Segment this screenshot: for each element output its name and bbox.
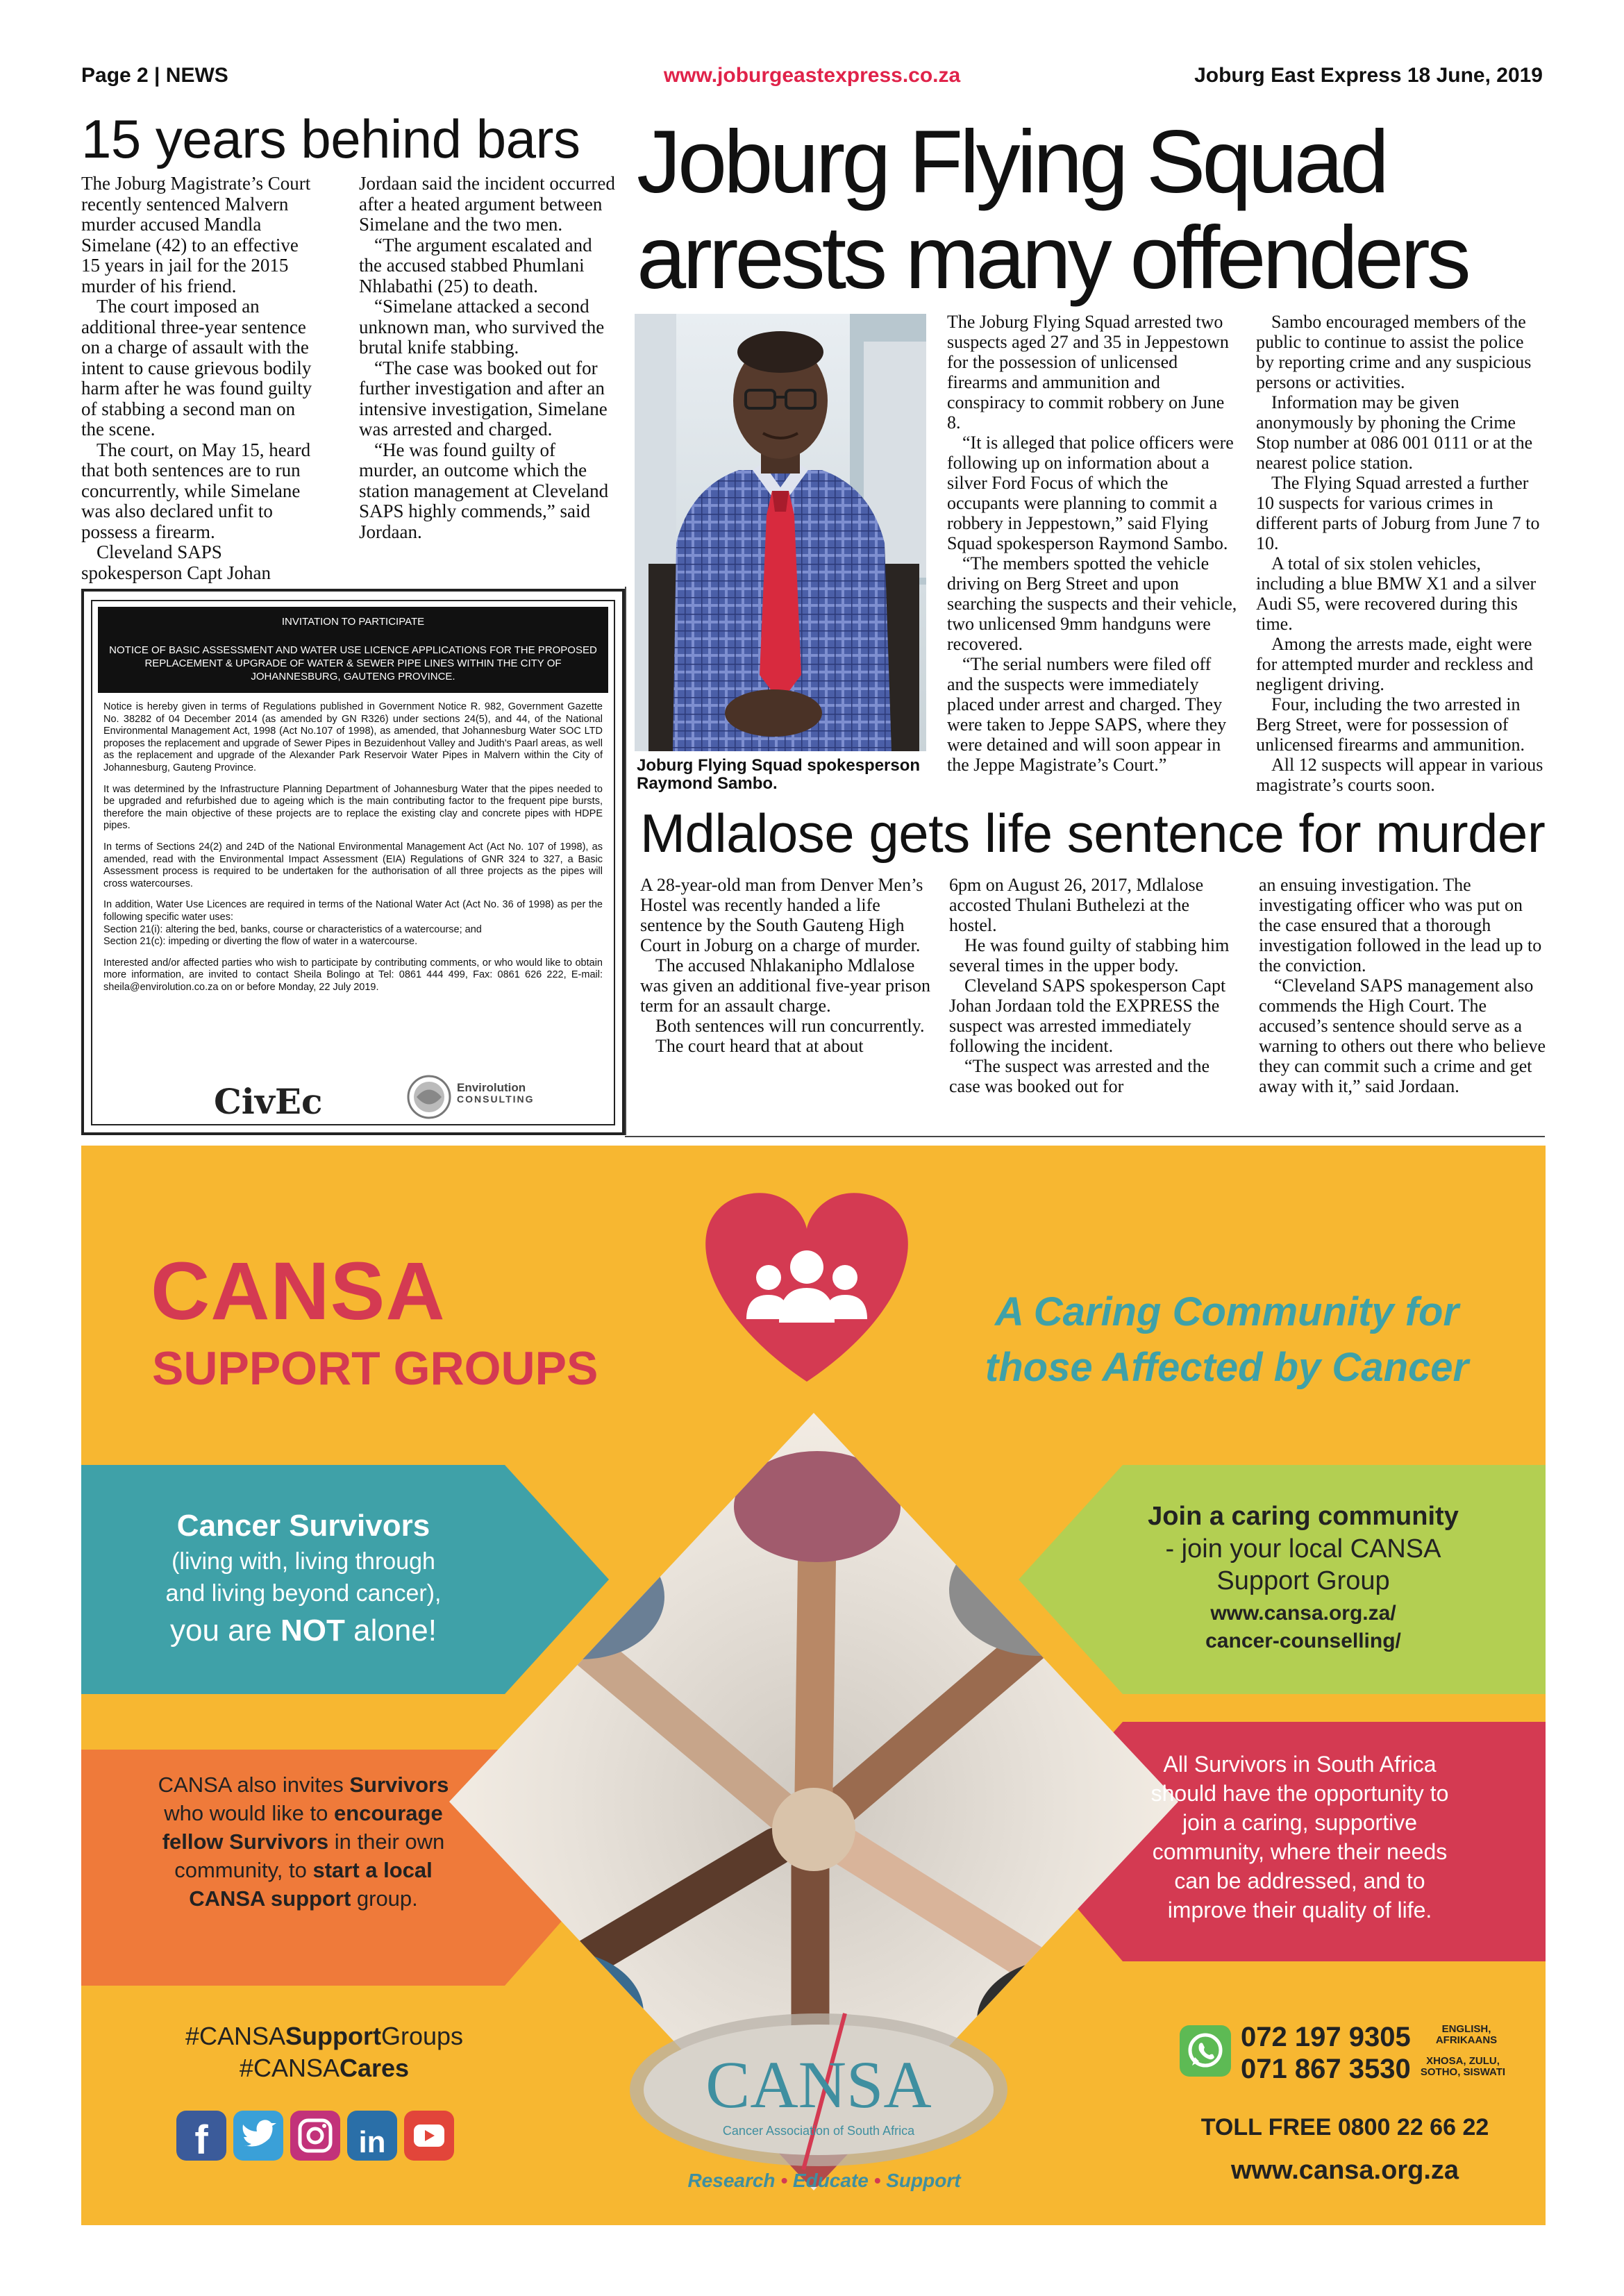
page-header	[81, 64, 1543, 99]
cansa-website[interactable]: www.cansa.org.za	[1230, 2156, 1459, 2185]
section-divider	[625, 1136, 1545, 1137]
cansa-advert	[81, 1146, 1546, 2225]
cansa-logo-text: CANSA	[705, 2047, 932, 2122]
language-line: XHOSA, ZULU,	[1426, 2055, 1500, 2067]
tagline-word: Educate	[792, 2170, 869, 2191]
paragraph: The Joburg Magistrate’s Court recently sentenced Malvern murder accused Mandla Simelane (42) to an effective 15 years in jail for the 2015 murder of his friend.	[81, 173, 311, 296]
facebook-icon[interactable]	[176, 2111, 226, 2163]
phone-languages	[1414, 2024, 1518, 2046]
invites-panel	[144, 1770, 463, 1913]
phone-number[interactable]: 071 867 3530	[1241, 2054, 1411, 2084]
article2-headline	[637, 112, 1546, 308]
tagline-word: Research	[687, 2170, 776, 2191]
paragraph: All 12 suspects will appear in various magistrate’s courts soon.	[1256, 755, 1543, 795]
svg-text:in: in	[358, 2125, 386, 2159]
emphasis: NOT	[280, 1614, 345, 1648]
headline-line: arrests many offenders	[637, 208, 1468, 308]
separator: •	[780, 2170, 788, 2191]
emphasis: start a local	[312, 1858, 433, 1882]
text: Groups	[380, 2022, 464, 2050]
paragraph: The court heard that at about	[655, 1036, 864, 1056]
paragraph: “Simelane attacked a second unknown man, who survived the brutal knife stabbing.	[359, 296, 605, 358]
notice-body	[92, 693, 614, 994]
notice-invitation: INVITATION TO PARTICIPATE	[281, 616, 425, 628]
paragraph: Cleveland SAPS spokesperson Capt Johan Jordaan told the EXPRESS the suspect was arrested immediately following the incident.	[949, 975, 1226, 1056]
tagline-word: Support	[886, 2170, 961, 2191]
paragraph: “The suspect was arrested and the case was booked out for	[949, 1056, 1210, 1096]
paragraph: The court, on May 15, heard that both sentences are to run concurrently, while Simelane was also declared unfit to possess a firearm.	[81, 439, 311, 542]
url-part[interactable]: www.cansa.org.za/	[1210, 1602, 1396, 1625]
article3-headline: Mdlalose gets life sentence for murder	[640, 803, 1546, 864]
text: in their own	[328, 1829, 445, 1854]
paragraph: Both sentences will run concurrently.	[655, 1016, 925, 1036]
cansa-subtitle: SUPPORT GROUPS	[152, 1342, 598, 1395]
text: CANSA also invites	[158, 1773, 350, 1797]
notice-paragraph: In addition, Water Use Licences are required in terms of the National Water Act (Act No. 36 of 1998) as per the following specific water uses:	[103, 899, 603, 923]
notice-paragraph: Notice is hereby given in terms of Regulations published in Government Notice R. 982, Government Gazette No. 38282 of 04 December 2014 (as amended by GN R326) under sections 24(5), and 44, of the National Environmental Management Act, 1998 (Act No.107 of 1998), as amended, that Johannesburg Water SOC LTD proposes the replacement and upgrade of Sewer Pipes in Bezuidenhout Valley and Judith's Paarl areas, as well as the replacement and upgrade of the Alexander Park Reservoir Water Pipes in Malvern within the City of Johannesburg, Gauteng Province.	[103, 701, 603, 773]
paragraph: Jordaan said the incident occurred after a heated argument between Simelane and the two men.	[359, 173, 615, 235]
emphasis: fellow Survivors	[162, 1829, 329, 1854]
envirolution-logo-icon	[401, 1074, 457, 1120]
cansa-tagline	[678, 2170, 970, 2192]
linkedin-icon[interactable]	[347, 2111, 397, 2161]
paragraph: Information may be given anonymously by phoning the Crime Stop number at 086 001 0111 or at the nearest police station.	[1256, 392, 1533, 473]
text: you are	[170, 1614, 281, 1648]
notice-paragraph: In terms of Sections 24(2) and 24D of the National Environmental Management Act (Act No. 107 of 1998), as amended, read with the Environmental Impact Assessment (EIA) Regulations of GNR 324 to 327, a Basic Assessment process is required to be undertaken for the authorisation of all three projects as the pipes will cross watercourses.	[103, 841, 603, 889]
emphasis: Cares	[339, 2054, 410, 2082]
paragraph: Among the arrests made, eight were for attempted murder and reckless and negligent driving.	[1256, 634, 1534, 694]
article3-column-1	[640, 875, 932, 1056]
language-line: ENGLISH,	[1441, 2023, 1491, 2035]
tagline-line: A Caring Community for	[994, 1289, 1459, 1334]
notice-frame	[91, 600, 615, 1125]
url-part[interactable]: cancer-counselling/	[1205, 1629, 1401, 1652]
cansa-logo-sub: Cancer Association of South Africa	[722, 2124, 915, 2138]
instagram-icon[interactable]	[290, 2111, 340, 2161]
notice-paragraph: Section 21(c): impeding or diverting the flow of water in a watercourse.	[103, 936, 418, 948]
column-divider	[625, 587, 626, 1135]
notice-paragraph: It was determined by the Infrastructure Planning Department of Johannesburg Water that the pipes needed to be upgraded and refurbished due to ageing which is the main contributing factor to the frequent pipe bursts, therefore the main objective of these projects are to replace the existing clay and concrete pipes with HDPE pipes.	[103, 783, 603, 832]
survivors-message	[123, 1609, 484, 1652]
counselling-link[interactable]	[1109, 1600, 1498, 1655]
text: who would like to	[164, 1801, 334, 1825]
enviro-name: Envirolution	[457, 1081, 526, 1094]
emphasis: CANSA support	[189, 1886, 351, 1911]
all-survivors-panel: All Survivors in South Africa should have the opportunity to join a caring, supportive community, where their needs can be addressed, and to improve their quality of life.	[1150, 1752, 1449, 1922]
civec-logo: CivEc	[214, 1081, 323, 1122]
survivors-sub: (living with, living through	[171, 1548, 435, 1575]
join-heading: Join a caring community	[1148, 1502, 1459, 1531]
hashtag	[165, 2020, 484, 2052]
paragraph: an ensuing investigation. The investigating officer who was put on the case ensured that a thorough investigation followed in the lead up to the conviction.	[1259, 875, 1542, 975]
paragraph: 6pm on August 26, 2017, Mdlalose accosted Thulani Buthelezi at the hostel.	[949, 875, 1204, 935]
emphasis: Support	[285, 2022, 381, 2050]
article2-column-2	[1256, 312, 1544, 795]
join-panel	[1109, 1500, 1498, 1655]
paragraph: A total of six stolen vehicles, including a blue BMW X1 and a silver Audi S5, were recovered during this time.	[1256, 553, 1537, 634]
paragraph: “Cleveland SAPS management also commends the High Court. The accused’s sentence should serve as a warning to others out there who believe they can commit such a crime and get away with it,” said Jordaan.	[1259, 975, 1546, 1096]
paragraph: He was found guilty of stabbing him several times in the upper body.	[949, 935, 1230, 975]
paragraph: Cleveland SAPS spokesperson Capt Johan	[81, 542, 271, 583]
notice-paragraph: Section 21(i): altering the bed, banks, course or characteristics of a watercourse; and	[103, 923, 482, 935]
paragraph: “It is alleged that police officers were following up on information about a silver Ford Focus of which the occupants were planning to commit a robbery in Jeppestown,” said Flying Squad spokesperson Raymond Sambo.	[947, 433, 1234, 553]
paragraph: “The serial numbers were filed off and the suspects were immediately placed under arrest and charged. They were taken to Jeppe SAPS, where they were detained and will soon appear in the Jeppe Magistrate’s Court.”	[947, 654, 1227, 775]
paragraph: “The case was booked out for further investigation and after an intensive investigation, Simelane was arrested and charged.	[359, 357, 608, 439]
article1-column-2	[359, 174, 616, 542]
paragraph: Sambo encouraged members of the public to continue to assist the police by reporting crime and any suspicious persons or activities.	[1256, 312, 1532, 392]
twitter-icon[interactable]	[233, 2111, 283, 2161]
article1-headline: 15 years behind bars	[81, 108, 580, 169]
spokesperson-photo	[635, 314, 926, 751]
page-section-label: Page 2 | NEWS	[81, 64, 228, 87]
text: group.	[351, 1886, 418, 1911]
article3-column-3	[1259, 875, 1547, 1096]
paragraph: “He was found guilty of murder, an outcome which the station management at Cleveland SAPS highly commends,” said Jordaan.	[359, 439, 609, 542]
site-url[interactable]: www.joburgeastexpress.co.za	[663, 64, 961, 87]
language-line: AFRIKAANS	[1435, 2034, 1498, 2046]
article3-column-2	[949, 875, 1237, 1096]
join-line: Support Group	[1216, 1566, 1390, 1595]
notice-logos	[92, 1069, 614, 1124]
text: #CANSA	[185, 2022, 285, 2050]
text: alone!	[344, 1614, 437, 1648]
survivors-panel	[123, 1507, 484, 1652]
paragraph: Four, including the two arrested in Berg Street, were for possession of unlicensed firearms and ammunition.	[1256, 694, 1525, 755]
toll-free-number[interactable]: TOLL FREE 0800 22 66 22	[1200, 2114, 1489, 2140]
text: #CANSA	[239, 2054, 340, 2082]
envirolution-logo-text	[457, 1082, 535, 1105]
paragraph: “The argument escalated and the accused stabbed Phumlani Nhlabathi (25) to death.	[359, 234, 592, 296]
photo-caption: Joburg Flying Squad spokesperson Raymond Sambo.	[637, 756, 921, 793]
hashtags	[165, 2020, 484, 2084]
paragraph: The court imposed an additional three-year sentence on a charge of assault with the intent to cause grievous bodily harm after he was found guilty of stabbing a second man on the scene.	[81, 296, 312, 439]
headline-line: Joburg Flying Squad	[637, 112, 1387, 212]
svg-text:f: f	[194, 2118, 208, 2163]
notice-heading	[98, 607, 608, 693]
phone-number[interactable]: 072 197 9305	[1241, 2022, 1411, 2052]
tagline-line: those Affected by Cancer	[985, 1345, 1469, 1390]
separator: •	[873, 2170, 881, 2191]
paragraph: The Flying Squad arrested a further 10 suspects for various crimes in different parts of Joburg from June 7 to 10.	[1256, 473, 1540, 553]
text: community, to	[174, 1858, 313, 1882]
join-line: - join your local CANSA	[1165, 1534, 1441, 1564]
public-notice	[81, 589, 625, 1135]
cansa-title: CANSA	[151, 1246, 446, 1337]
youtube-icon[interactable]	[404, 2111, 454, 2161]
emphasis: encourage	[333, 1801, 443, 1825]
issue-date: Joburg East Express 18 June, 2019	[1194, 64, 1543, 87]
enviro-sub: CONSULTING	[457, 1093, 535, 1105]
social-icons	[175, 2104, 467, 2166]
survivors-heading: Cancer Survivors	[176, 1509, 430, 1543]
paragraph: The accused Nhlakanipho Mdlalose was given an additional five-year prison term for an assault charge.	[640, 955, 931, 1016]
notice-title: NOTICE OF BASIC ASSESSMENT AND WATER USE LICENCE APPLICATIONS FOR THE PROPOSED REPLACEMENT & UPGRADE OF WATER & SEWER PIPE LINES WITHIN THE CITY OF JOHANNESBURG, GAUTENG PROVINCE.	[109, 644, 597, 682]
emphasis: Survivors	[349, 1773, 449, 1797]
article2-column-1	[947, 312, 1239, 775]
phone-languages	[1404, 2056, 1522, 2078]
paragraph: A 28-year-old man from Denver Men’s Hostel was recently handed a life sentence by the South Gauteng High Court in Joburg on a charge of murder.	[640, 875, 923, 955]
paragraph: “The members spotted the vehicle driving on Berg Street and upon searching the suspects and their vehicle, two unlicensed 9mm handguns were recovered.	[947, 553, 1237, 654]
language-line: SOTHO, SISWATI	[1420, 2066, 1506, 2078]
whatsapp-icon[interactable]	[1178, 2024, 1232, 2078]
caring-community-tagline	[984, 1284, 1470, 1396]
notice-paragraph: Interested and/or affected parties who wish to participate by contributing comments, or who would like to obtain more information, are invited to contact Sheila Bolingo at Tel: 0861 444 499, Fax: 0861 626 222, E-mail: sheila@envirolution.co.za on or before Monday, 22 July 2019.	[103, 957, 603, 993]
article1-column-1	[81, 174, 321, 583]
hashtag	[165, 2052, 484, 2084]
paragraph: The Joburg Flying Squad arrested two suspects aged 27 and 35 in Jeppestown for the possession of unlicensed firearms and ammunition and conspiracy to commit robbery on June 8.	[947, 312, 1229, 433]
survivors-sub: and living beyond cancer),	[165, 1580, 442, 1607]
